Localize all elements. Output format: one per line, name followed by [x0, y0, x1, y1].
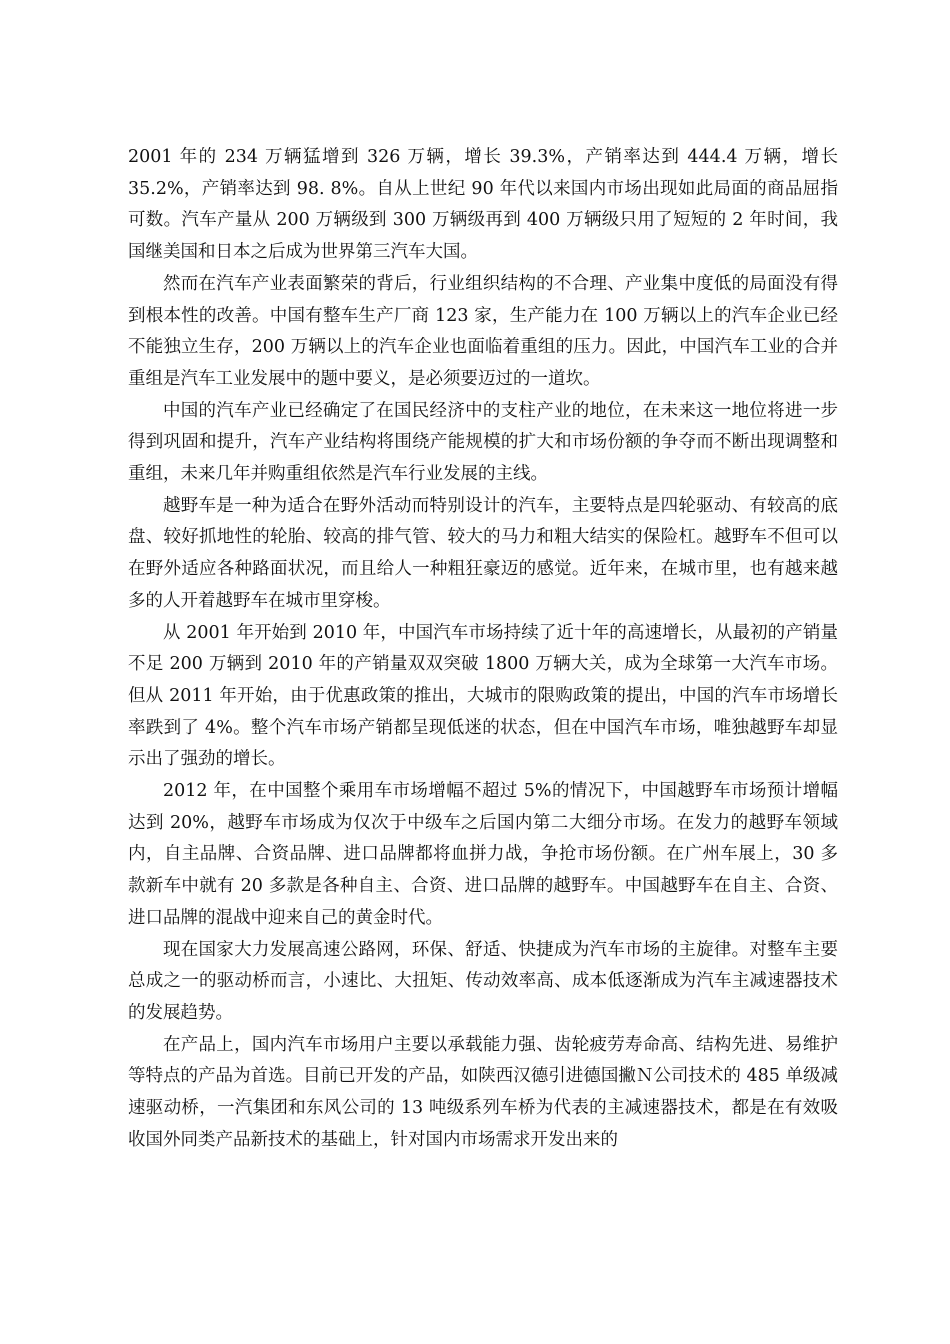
- paragraph-5: 从 2001 年开始到 2010 年，中国汽车市场持续了近十年的高速增长，从最初的产销量不足 200 万辆到 2010 年的产销量双双突破 1800 万辆大关，成为全球第一大汽车市场。但从 2011 年开始，由于优惠政策的推出，大城市的限购政策的提出，中国的汽车市场增长率跌到了 4%。整个汽车市场产销都呈现低迷的状态，但在中国汽车市场，唯独越野车却显示出了强劲的增长。: [128, 622, 838, 770]
- paragraph-1: 2001 年的 234 万辆猛增到 326 万辆，增长 39.3%，产销率达到 444.4 万辆，增长 35.2%，产销率达到 98. 8%。自从上世纪 90 年代以来国内市场出现如此局面的商品屈指可数。汽车产量从 200 万辆级到 300 万辆级再到 400 万辆级只用了短短的 2 年时间，我国继美国和日本之后成为世界第三汽车大国。: [128, 147, 838, 263]
- document-body: [128, 142, 838, 1157]
- paragraph-4: 越野车是一种为适合在野外活动而特别设计的汽车，主要特点是四轮驱动、有较高的底盘、较好抓地性的轮胎、较高的排气管、较大的马力和粗大结实的保险杠。越野车不但可以在野外适应各种路面状况，而且给人一种粗狂豪迈的感觉。近年来，在城市里，也有越来越多的人开着越野车在城市里穿梭。: [128, 495, 838, 611]
- paragraph-2: 然而在汽车产业表面繁荣的背后，行业组织结构的不合理、产业集中度低的局面没有得到根本性的改善。中国有整车生产厂商 123 家，生产能力在 100 万辆以上的汽车企业已经不能独立生存，200 万辆以上的汽车企业也面临着重组的压力。因此，中国汽车工业的合并重组是汽车工业发展中的题中要义，是必须要迈过的一道坎。: [128, 273, 838, 389]
- paragraph-6: 2012 年，在中国整个乘用车市场增幅不超过 5%的情况下，中国越野车市场预计增幅达到 20%，越野车市场成为仅次于中级车之后国内第二大细分市场。在发力的越野车领域内，自主品牌、合资品牌、进口品牌都将血拼力战，争抢市场份额。在广州车展上，30 多款新车中就有 20 多款是各种自主、合资、进口品牌的越野车。中国越野车在自主、合资、进口品牌的混战中迎来自己的黄金时代。: [128, 781, 838, 928]
- paragraph-8: 在产品上，国内汽车市场用户主要以承载能力强、齿轮疲劳寿命高、结构先进、易维护等特点的产品为首选。目前已开发的产品，如陕西汉德引进德国撇Ｎ公司技术的 485 单级减速驱动桥，一汽集团和东风公司的 13 吨级系列车桥为代表的主减速器技术，都是在有效吸收国外同类产品新技术的基础上，针对国内市场需求开发出来的: [128, 1034, 838, 1150]
- paragraph-7: 现在国家大力发展高速公路网，环保、舒适、快捷成为汽车市场的主旋律。对整车主要总成之一的驱动桥而言，小速比、大扭矩、传动效率高、成本低逐渐成为汽车主减速器技术的发展趋势。: [128, 939, 838, 1023]
- paragraph-3: 中国的汽车产业已经确定了在国民经济中的支柱产业的地位，在未来这一地位将进一步得到巩固和提升，汽车产业结构将围绕产能规模的扩大和市场份额的争夺而不断出现调整和重组，未来几年并购重组依然是汽车行业发展的主线。: [128, 400, 838, 485]
